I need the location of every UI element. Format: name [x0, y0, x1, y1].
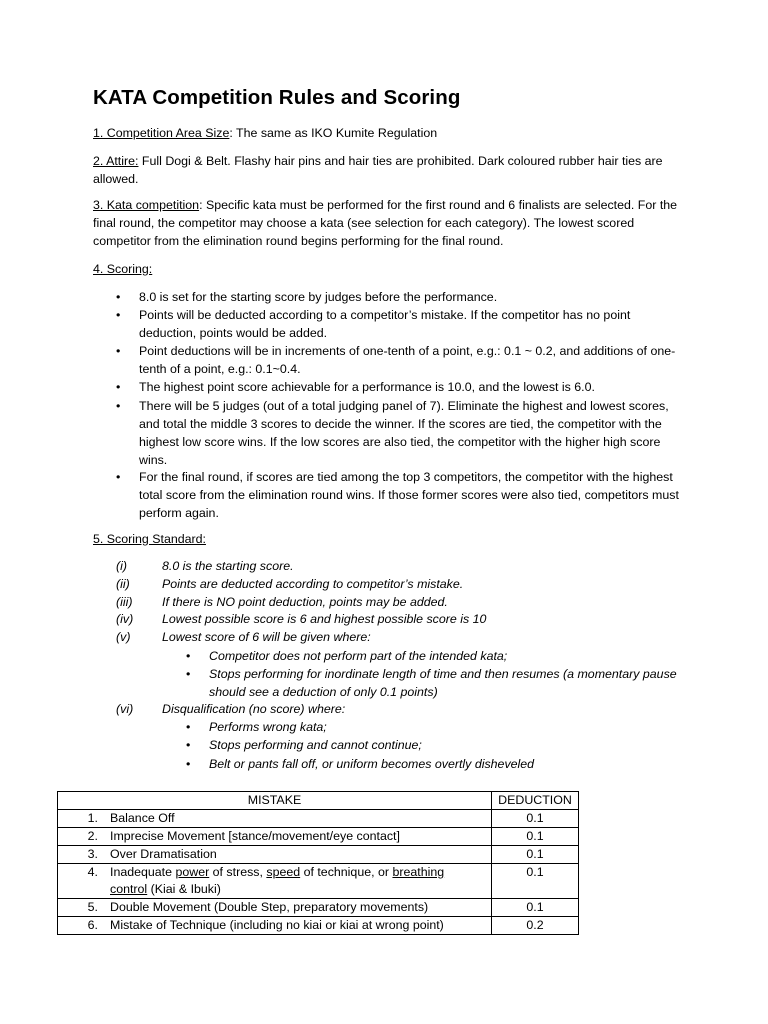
table-row — [58, 846, 579, 864]
sub-list-item-text: Stops performing and cannot continue; — [209, 738, 422, 752]
sub-list-item-text: Competitor does not perform part of the intended kata; — [209, 649, 508, 663]
row-number: 2. — [87, 829, 98, 843]
list-item-text: For the final round, if scores are tied among the top 3 competitors, the competitor with the highest total score from the elimination round wins. If those former scores were also tied, competitors must perform again. — [139, 470, 679, 520]
list-item-text: If there is NO point deduction, points may be added. — [162, 595, 448, 609]
row-number: 1. — [87, 811, 98, 825]
section-competition-area — [93, 124, 683, 142]
row-number: 3. — [87, 847, 98, 861]
mistake-deduction-table — [57, 791, 579, 935]
section-heading: 1. Competition Area Size — [93, 126, 230, 140]
mistake-text — [58, 864, 491, 898]
section-scoring — [93, 260, 683, 278]
mistake-text: Imprecise Movement [stance/movement/eye contact] — [110, 829, 400, 843]
deduction-cell: 0.1 — [492, 828, 579, 846]
sub-list-item-text: Stops performing for inordinate length of time and then resumes (a momentary pause should see a deduction of only 0.1 points) — [209, 667, 677, 699]
list-item-text: The highest point score achievable for a performance is 10.0, and the lowest is 6.0. — [139, 380, 595, 394]
underlined-term: breathing control — [110, 865, 445, 896]
list-item-number: (iii) — [116, 595, 133, 609]
mistake-cell — [58, 846, 492, 864]
deduction-cell: 0.1 — [492, 899, 579, 917]
sub-list-item-text: Belt or pants fall off, or uniform becomes overtly disheveled — [209, 757, 535, 771]
table-row — [58, 899, 579, 917]
section-heading: 5. Scoring Standard: — [93, 532, 206, 546]
deduction-cell: 0.1 — [492, 810, 579, 828]
list-item-text: Lowest possible score is 6 and highest possible score is 10 — [162, 612, 487, 626]
deduction-cell: 0.1 — [492, 864, 579, 899]
bullet-icon: • — [116, 399, 121, 413]
section-text: : The same as IKO Kumite Regulation — [229, 126, 438, 140]
section-text: Full Dogi & Belt. Flashy hair pins and hair ties are prohibited. Dark coloured rubber hair ties are allowed. — [93, 154, 663, 186]
mistake-cell — [58, 828, 492, 846]
bullet-icon: • — [186, 667, 191, 681]
column-header-deduction: DEDUCTION — [492, 792, 579, 810]
list-item-number: (ii) — [116, 577, 130, 591]
bullet-icon: • — [116, 344, 121, 358]
table-row — [58, 864, 579, 899]
list-item-number: (i) — [116, 559, 128, 573]
deduction-cell: 0.2 — [492, 917, 579, 935]
text-fragment: (Kiai & Ibuki) — [147, 882, 221, 896]
list-item-number: (v) — [116, 630, 131, 644]
section-text: : Specific kata must be performed for the first round and 6 finalists are selected. For the final round, the competitor may choose a kata (see selection for each category). The lowest scored competitor from the elimination round begins performing for the final round. — [93, 198, 678, 248]
list-item-text: Point deductions will be in increments of one-tenth of a point, e.g.: 0.1 ~ 0.2, and additions of one-tenth of a point, e.g.: 0.1~0.4. — [139, 344, 676, 376]
section-heading: 2. Attire: — [93, 154, 139, 168]
section-kata-competition — [93, 196, 683, 250]
mistake-cell — [58, 899, 492, 917]
underlined-term: power — [175, 865, 210, 879]
page-title: KATA Competition Rules and Scoring — [93, 86, 461, 109]
row-number: 4. — [87, 865, 98, 879]
mistake-cell — [58, 864, 492, 899]
deduction-cell: 0.1 — [492, 846, 579, 864]
list-item-text: There will be 5 judges (out of a total judging panel of 7). Eliminate the highest and lowest scores, and total the middle 3 scores to decide the winner. If the scores are tied, the competitor with the highest low score wins. If the low scores are also tied, the competitor with the higher high score wins. — [139, 399, 669, 467]
bullet-icon: • — [186, 720, 191, 734]
mistake-cell — [58, 810, 492, 828]
bullet-icon: • — [186, 649, 191, 663]
row-number: 6. — [87, 918, 98, 932]
list-item-number: (vi) — [116, 702, 134, 716]
table-row — [58, 828, 579, 846]
list-item-text: Lowest score of 6 will be given where: — [162, 630, 371, 644]
list-item-text: Disqualification (no score) where: — [162, 702, 346, 716]
table-row — [58, 917, 579, 935]
list-item-number: (iv) — [116, 612, 134, 626]
list-item-text: Points are deducted according to competitor’s mistake. — [162, 577, 464, 591]
list-item-text: 8.0 is set for the starting score by judges before the performance. — [139, 290, 498, 304]
section-heading: 3. Kata competition — [93, 198, 200, 212]
bullet-icon: • — [116, 308, 121, 322]
section-attire — [93, 152, 683, 188]
mistake-text: Over Dramatisation — [110, 847, 217, 861]
text-fragment: of stress, — [209, 865, 267, 879]
bullet-icon: • — [116, 470, 121, 484]
mistake-text: Mistake of Technique (including no kiai or kiai at wrong point) — [110, 918, 444, 932]
section-heading: 4. Scoring: — [93, 262, 153, 276]
column-header-mistake: MISTAKE — [58, 792, 492, 810]
bullet-icon: • — [116, 380, 121, 394]
underlined-term: speed — [266, 865, 301, 879]
bullet-icon: • — [186, 738, 191, 752]
text-fragment: Inadequate — [110, 865, 176, 879]
mistake-text: Balance Off — [110, 811, 175, 825]
bullet-icon: • — [186, 757, 191, 771]
sub-list-item-text: Performs wrong kata; — [209, 720, 327, 734]
mistake-cell — [58, 917, 492, 935]
mistake-text: Double Movement (Double Step, preparatory movements) — [110, 900, 429, 914]
text-fragment: of technique, or — [300, 865, 393, 879]
table-row — [58, 810, 579, 828]
list-item-text: 8.0 is the starting score. — [162, 559, 294, 573]
section-scoring-standard — [93, 530, 683, 548]
list-item-text: Points will be deducted according to a competitor’s mistake. If the competitor has no point deduction, points would be added. — [139, 308, 631, 340]
table-header-row — [58, 792, 579, 810]
row-number: 5. — [87, 900, 98, 914]
bullet-icon: • — [116, 290, 121, 304]
